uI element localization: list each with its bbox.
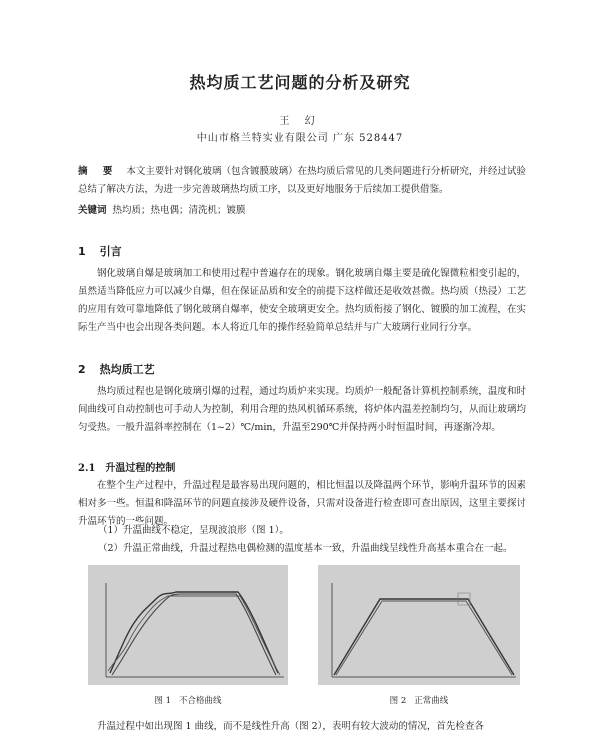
figure-2-curve [318, 565, 520, 685]
abstract-text: 本文主要针对钢化玻璃（包含镀膜玻璃）在热均质后常见的几类问题进行分析研究，并经过试验总结了解决方法，为进一步完善玻璃热均质工序，以及更好地服务于后续加工提供借鉴。 [78, 166, 526, 195]
section-2-title: 热均质工艺 [99, 363, 155, 376]
list-item-2: （2）升温正常曲线，升温过程热电偶检测的温度基本一致，升温曲线呈线性升高基本重合在一起。 [98, 543, 513, 554]
section-2-heading [78, 361, 155, 377]
abstract [78, 163, 526, 199]
figure-1-caption-text: 不合格曲线 [179, 696, 222, 706]
figure-2-caption-text: 正常曲线 [414, 696, 449, 706]
section-2-1-paragraph: 在整个生产过程中，升温过程是最容易出现问题的，相比恒温以及降温两个环节，影响升温环节的因素相对多一些。恒温和降温环节的问题直接涉及硬件设备，只需对设备进行检查即可查出原因，这里主要探讨升温环节的一些问题。 [78, 480, 526, 527]
figure-2-caption [318, 694, 520, 706]
keywords-text: 热均质；热电偶；清洗机；镀膜 [112, 205, 246, 216]
section-2-paragraph: 热均质过程也是钢化玻璃引爆的过程，通过均质炉来实现。均质炉一般配备计算机控制系统，温度和时间曲线可自动控制也可手动人为控制，利用合理的热风机循环系统，将炉体内温差控制均匀，从而让玻璃均匀受热。一般升温斜率控制在（1~2）℃/min，升温至290℃并保持两小时恒温时间，再逐渐冷却。 [78, 386, 526, 433]
figure-1-caption [88, 694, 288, 706]
figure-1-curve [88, 565, 288, 685]
author-name: 王 幻 [279, 116, 321, 127]
section-2-1-title: 升温过程的控制 [105, 463, 176, 474]
list-item-1: （1）升温曲线不稳定，呈现波浪形（图 1）。 [98, 525, 289, 536]
figure-1-image [88, 565, 288, 685]
section-2-1-number: 2.1 [78, 463, 96, 474]
figure-2-image [318, 565, 520, 685]
section-1-number: 1 [78, 245, 86, 258]
paper-title: 热均质工艺问题的分析及研究 [189, 73, 411, 92]
figure-2-number: 图 2 [389, 696, 407, 706]
section-1-heading [78, 243, 122, 259]
section-1-paragraph: 钢化玻璃自爆是玻璃加工和使用过程中普遍存在的现象。钢化玻璃自爆主要是硫化镍微粒相变引起的，虽然适当降低应力可以减少自爆，但在保证品质和安全的前提下这样做还是收效甚微。热均质（热浸）工艺的应用有效可靠地降低了钢化玻璃自爆率，使安全玻璃更安全。热均质衔接了钢化、镀膜的加工流程，在实际生产当中也会出现各类问题。本人将近几年的操作经验简单总结并与广大玻璃行业同行分享。 [78, 268, 526, 333]
section-1-title: 引言 [99, 245, 122, 258]
figure-1-number: 图 1 [154, 696, 172, 706]
abstract-label: 摘 要 [78, 166, 119, 177]
keywords-label: 关键词 [78, 205, 107, 216]
bottom-paragraph: 升温过程中如出现图 1 曲线，而不是线性升高（图 2），表明有较大波动的情况，首先检查各 [97, 721, 484, 732]
section-2-1-heading [78, 459, 175, 474]
section-2-number: 2 [78, 363, 86, 376]
author-affiliation: 中山市格兰特实业有限公司 广东 528447 [196, 133, 404, 144]
keywords [78, 202, 526, 220]
